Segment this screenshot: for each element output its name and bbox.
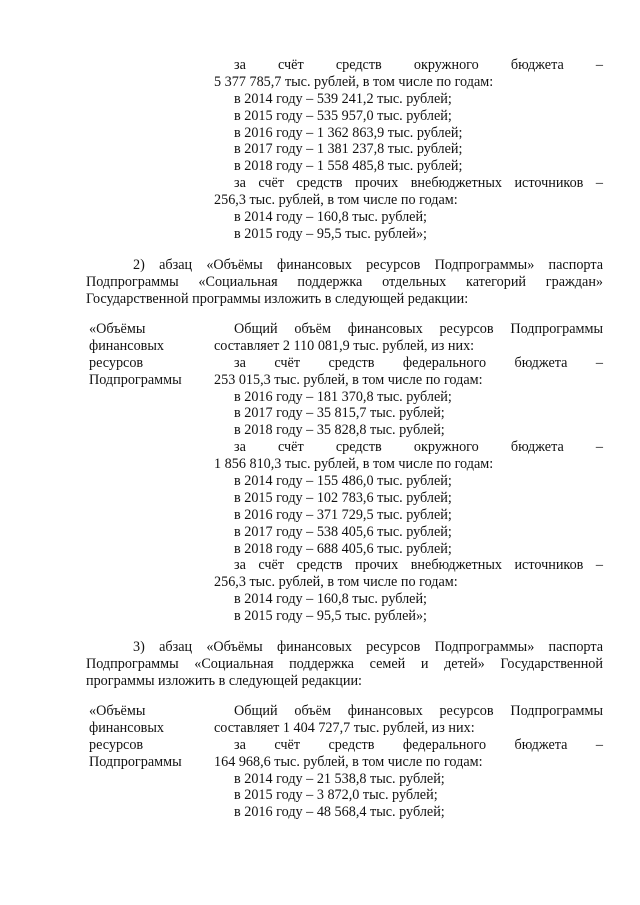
paragraph-line: Подпрограммы «Социальная поддержка отдельных категорий граждан» xyxy=(86,273,603,290)
funding-line: в 2014 году – 21 538,8 тыс. рублей; xyxy=(234,770,445,787)
funding-line: в 2017 году – 538 405,6 тыс. рублей; xyxy=(234,523,452,540)
funding-block-continuation xyxy=(214,57,603,243)
funding-line: за счёт средств прочих внебюджетных источников – xyxy=(234,557,603,574)
funding-label-line: «Объёмы xyxy=(89,703,146,719)
funding-line: в 2014 году – 539 241,2 тыс. рублей; xyxy=(234,90,452,107)
funding-line: в 2015 году – 102 783,6 тыс. рублей; xyxy=(234,489,452,506)
funding-line: в 2015 году – 95,5 тыс. рублей»; xyxy=(234,608,427,625)
funding-line: в 2017 году – 1 381 237,8 тыс. рублей; xyxy=(234,141,463,158)
funding-label-2 xyxy=(89,321,214,389)
paragraph-line: 2) абзац «Объёмы финансовых ресурсов Подпрограммы» паспорта xyxy=(133,257,603,273)
funding-line: 5 377 785,7 тыс. рублей, в том числе по годам: xyxy=(214,73,494,90)
paragraph-line: 3) абзац «Объёмы финансовых ресурсов Подпрограммы» паспорта xyxy=(133,639,603,655)
funding-block-3 xyxy=(214,703,603,821)
paragraph-2 xyxy=(86,257,603,308)
funding-line: за счёт средств окружного бюджета – xyxy=(234,439,603,456)
funding-line: за счёт средств окружного бюджета – xyxy=(234,57,603,73)
funding-line: за счёт средств федерального бюджета – xyxy=(234,736,603,753)
funding-label-line: финансовых xyxy=(89,337,164,354)
funding-line: 256,3 тыс. рублей, в том числе по годам: xyxy=(214,574,458,591)
funding-line: в 2015 году – 95,5 тыс. рублей»; xyxy=(234,225,427,242)
funding-line: в 2018 году – 1 558 485,8 тыс. рублей; xyxy=(234,158,463,175)
funding-label-line: финансовых xyxy=(89,719,164,736)
funding-line: в 2018 году – 35 828,8 тыс. рублей; xyxy=(234,422,445,439)
funding-label-3 xyxy=(89,703,214,771)
funding-line: в 2016 году – 371 729,5 тыс. рублей; xyxy=(234,506,452,523)
paragraph-line: Государственной программы изложить в следующей редакции: xyxy=(86,290,469,307)
funding-line: составляет 1 404 727,7 тыс. рублей, из них: xyxy=(214,719,475,736)
funding-line: составляет 2 110 081,9 тыс. рублей, из них: xyxy=(214,337,475,354)
funding-line: в 2017 году – 35 815,7 тыс. рублей; xyxy=(234,405,445,422)
funding-block-2 xyxy=(214,321,603,625)
funding-line: в 2015 году – 535 957,0 тыс. рублей; xyxy=(234,107,452,124)
funding-label-line: Подпрограммы xyxy=(89,753,182,770)
funding-label-line: ресурсов xyxy=(89,354,144,371)
funding-line: в 2014 году – 160,8 тыс. рублей; xyxy=(234,209,427,226)
funding-line: в 2016 году – 1 362 863,9 тыс. рублей; xyxy=(234,124,463,141)
funding-line: за счёт средств федерального бюджета – xyxy=(234,354,603,371)
funding-label-line: «Объёмы xyxy=(89,321,146,337)
paragraph-line: Подпрограммы «Социальная поддержка семей и детей» Государственной xyxy=(86,655,603,672)
funding-line: 253 015,3 тыс. рублей, в том числе по годам: xyxy=(214,371,483,388)
funding-line: в 2014 году – 155 486,0 тыс. рублей; xyxy=(234,473,452,490)
funding-line: в 2016 году – 181 370,8 тыс. рублей; xyxy=(234,388,452,405)
funding-line: в 2016 году – 48 568,4 тыс. рублей; xyxy=(234,804,445,821)
paragraph-line: программы изложить в следующей редакции: xyxy=(86,672,362,689)
funding-label-line: Подпрограммы xyxy=(89,371,182,388)
paragraph-3 xyxy=(86,639,603,690)
funding-line: Общий объём финансовых ресурсов Подпрограммы xyxy=(234,321,603,337)
funding-line: в 2018 году – 688 405,6 тыс. рублей; xyxy=(234,540,452,557)
funding-line: в 2015 году – 3 872,0 тыс. рублей; xyxy=(234,787,438,804)
funding-line: 256,3 тыс. рублей, в том числе по годам: xyxy=(214,192,458,209)
funding-label-line: ресурсов xyxy=(89,736,144,753)
funding-line: в 2014 году – 160,8 тыс. рублей; xyxy=(234,591,427,608)
funding-line: Общий объём финансовых ресурсов Подпрограммы xyxy=(234,703,603,719)
funding-line: 164 968,6 тыс. рублей, в том числе по годам: xyxy=(214,753,483,770)
funding-line: за счёт средств прочих внебюджетных источников – xyxy=(234,175,603,192)
funding-line: 1 856 810,3 тыс. рублей, в том числе по годам: xyxy=(214,456,494,473)
